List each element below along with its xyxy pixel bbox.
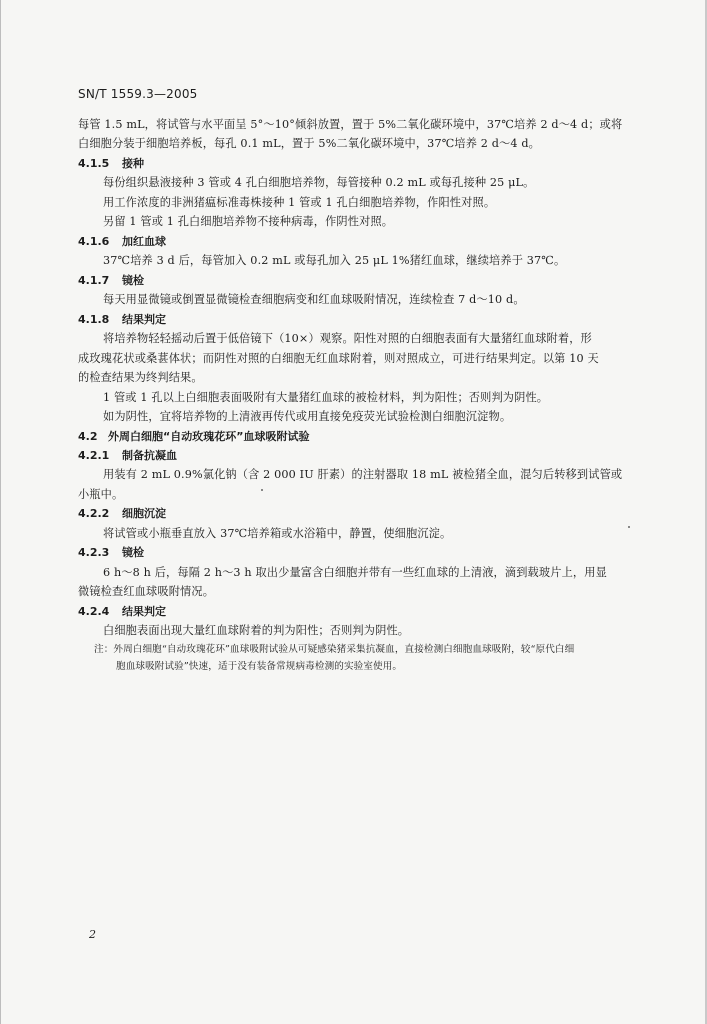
section-heading-4-2-1: [78, 448, 177, 463]
section-number: 4.1.7: [78, 274, 110, 287]
scan-speck: [628, 526, 630, 528]
section-title: 镜检: [122, 274, 144, 287]
section-title: 制备抗凝血: [122, 449, 177, 462]
paragraph-line: 用装有 2 mL 0.9%氯化钠（含 2 000 IU 肝素）的注射器取 18 mL 被检猪全血，混匀后转移到试管或: [103, 468, 623, 481]
section-number: 4.1.5: [78, 157, 110, 170]
section-heading-4-2-3: [78, 545, 144, 560]
section-heading-4-1-6: [78, 234, 166, 249]
note-line: 胞血球吸附试验”快速，适于没有装备常规病毒检测的实验室使用。: [116, 661, 403, 672]
section-heading-4-2-4: [78, 604, 166, 619]
paragraph-line: 如为阴性，宜将培养物的上清液再传代或用直接免疫荧光试验检测白细胞沉淀物。: [103, 410, 512, 423]
section-heading-4-1-5: [78, 156, 144, 171]
section-number: 4.2.1: [78, 449, 110, 462]
section-number: 4.1.8: [78, 313, 110, 326]
paragraph-line: 另留 1 管或 1 孔白细胞培养物不接种病毒，作阴性对照。: [103, 215, 394, 228]
paragraph-line: 用工作浓度的非洲猪瘟标准毒株接种 1 管或 1 孔白细胞培养物，作阳性对照。: [103, 196, 496, 209]
paragraph-line: 将试管或小瓶垂直放入 37℃培养箱或水浴箱中，静置，使细胞沉淀。: [103, 527, 452, 540]
paragraph-line: 小瓶中。: [78, 488, 124, 501]
section-heading-4-1-7: [78, 273, 144, 288]
section-number: 4.2.3: [78, 546, 110, 559]
section-title: 接种: [122, 157, 144, 170]
section-heading-4-2: [78, 429, 309, 444]
paragraph-line: 成玫瑰花状或桑葚体状；而阴性对照的白细胞无红血球附着，则对照成立，可进行结果判定。以第 10 天: [78, 352, 599, 365]
paragraph-line: 每管 1.5 mL，将试管与水平面呈 5°～10°倾斜放置，置于 5%二氧化碳环境中，37℃培养 2 d～4 d；或将: [78, 118, 623, 131]
paragraph-line: 白细胞表面出现大量红血球附着的判为阳性；否则判为阴性。: [103, 624, 410, 637]
standard-code: SN/T 1559.3—2005: [78, 87, 198, 101]
section-title: 结果判定: [122, 605, 166, 618]
section-number: 4.2.2: [78, 507, 110, 520]
paragraph-line: 37℃培养 3 d 后，每管加入 0.2 mL 或每孔加入 25 μL 1%猪红血球，继续培养于 37℃。: [103, 254, 566, 267]
section-title: 镜检: [122, 546, 144, 559]
paragraph-line: 每份组织悬液接种 3 管或 4 孔白细胞培养物，每管接种 0.2 mL 或每孔接种 25 μL。: [103, 176, 535, 189]
section-heading-4-2-2: [78, 506, 166, 521]
section-title: 外周白细胞“自动玫瑰花环”血球吸附试验: [108, 430, 310, 443]
note-line: 注：外周白细胞“自动玫瑰花环”血球吸附试验从可疑感染猪采集抗凝血，直接检测白细胞血球吸附，较“原代白细: [94, 644, 575, 655]
paragraph-line: 微镜检查红血球吸附情况。: [78, 585, 215, 598]
paragraph-line: 1 管或 1 孔以上白细胞表面吸附有大量猪红血球的被检材料，判为阳性；否则判为阴性。: [103, 391, 549, 404]
section-heading-4-1-8: [78, 312, 166, 327]
section-title: 细胞沉淀: [122, 507, 166, 520]
section-title: 加红血球: [122, 235, 166, 248]
paragraph-line: 白细胞分装于细胞培养板，每孔 0.1 mL，置于 5%二氧化碳环境中，37℃培养 2 d～4 d。: [78, 137, 541, 150]
section-number: 4.1.6: [78, 235, 110, 248]
section-number: 4.2.4: [78, 605, 110, 618]
section-title: 结果判定: [122, 313, 166, 326]
paragraph-line: 将培养物轻轻摇动后置于低倍镜下（10×）观察。阳性对照的白细胞表面有大量猪红血球附着，形: [103, 332, 592, 345]
section-number: 4.2: [78, 430, 98, 443]
page-number: 2: [89, 928, 96, 941]
paragraph-line: 6 h～8 h 后，每隔 2 h～3 h 取出少量富含白细胞并带有一些红血球的上清液，滴到载玻片上，用显: [103, 566, 607, 579]
paragraph-line: 每天用显微镜或倒置显微镜检查细胞病变和红血球吸附情况，连续检查 7 d～10 d。: [103, 293, 525, 306]
scan-speck: [261, 489, 263, 491]
paragraph-line: 的检查结果为终判结果。: [78, 371, 203, 384]
